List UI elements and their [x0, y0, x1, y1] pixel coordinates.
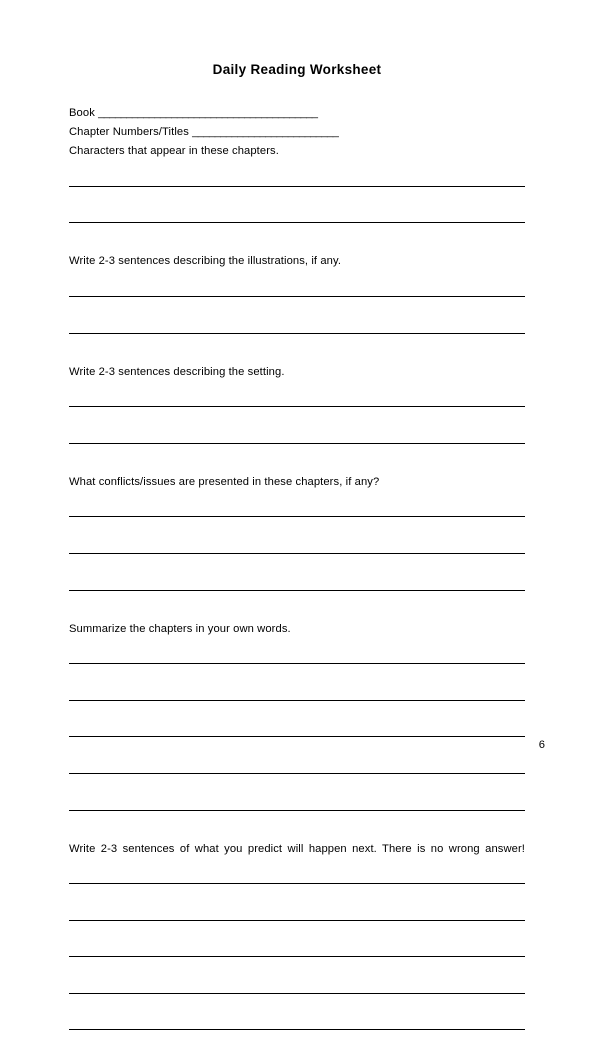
answer-line[interactable]: [69, 810, 525, 829]
section-prompt: Write 2-3 sentences describing the setting.: [69, 363, 525, 382]
rule-line: [69, 186, 525, 187]
rule-line: [69, 810, 525, 811]
section-prompt: Write 2-3 sentences of what you predict will happen next. There is no wrong answer!: [69, 840, 525, 859]
answer-line[interactable]: [69, 406, 525, 425]
answer-line[interactable]: [69, 700, 525, 719]
spacer: [69, 609, 525, 620]
page-number: 6: [0, 738, 545, 752]
page-title: Daily Reading Worksheet: [69, 62, 525, 78]
fill-in-fields: [69, 104, 525, 142]
spacer: [69, 829, 525, 840]
field-label: Chapter Numbers/Titles: [69, 126, 192, 138]
answer-lines: [69, 883, 525, 1048]
spacer: [69, 382, 525, 389]
spacer: [69, 161, 525, 168]
answer-line[interactable]: [69, 186, 525, 205]
fill-in-field-row: [69, 123, 525, 142]
rule-line: [69, 993, 525, 994]
rule-line: [69, 333, 525, 334]
worksheet-section: [69, 840, 525, 1059]
answer-line[interactable]: [69, 222, 525, 241]
section-prompt: Summarize the chapters in your own words.: [69, 620, 525, 639]
fill-in-field-row: [69, 104, 525, 123]
field-label: Book: [69, 107, 98, 119]
answer-line[interactable]: [69, 993, 525, 1012]
spacer: [69, 352, 525, 363]
answer-line[interactable]: [69, 296, 525, 315]
rule-line: [69, 222, 525, 223]
answer-lines: [69, 516, 525, 608]
answer-line[interactable]: [69, 883, 525, 902]
section-prompt: Characters that appear in these chapters.: [69, 142, 525, 161]
answer-lines: [69, 186, 525, 242]
answer-lines: [69, 406, 525, 462]
spacer: [69, 271, 525, 278]
answer-line[interactable]: [69, 663, 525, 682]
worksheet-section: [69, 620, 525, 840]
worksheet-sections: [69, 142, 525, 1059]
rule-line: [69, 773, 525, 774]
spacer: [69, 492, 525, 499]
rule-line: [69, 553, 525, 554]
spacer: [69, 639, 525, 646]
rule-line: [69, 920, 525, 921]
field-blank-underline[interactable]: __________________________: [192, 126, 338, 138]
answer-line[interactable]: [69, 333, 525, 352]
answer-line[interactable]: [69, 773, 525, 792]
answer-line[interactable]: [69, 516, 525, 535]
answer-line[interactable]: [69, 590, 525, 609]
rule-line: [69, 883, 525, 884]
section-prompt: What conflicts/issues are presented in these chapters, if any?: [69, 473, 525, 492]
answer-line[interactable]: [69, 553, 525, 572]
answer-lines: [69, 296, 525, 352]
answer-line[interactable]: [69, 956, 525, 975]
spacer: [69, 241, 525, 252]
worksheet-section: [69, 142, 525, 252]
section-prompt: Write 2-3 sentences describing the illustrations, if any.: [69, 252, 525, 271]
spacer: [69, 462, 525, 473]
spacer: [69, 859, 525, 866]
worksheet-section: [69, 252, 525, 362]
rule-line: [69, 1029, 525, 1030]
answer-line[interactable]: [69, 920, 525, 939]
worksheet-section: [69, 473, 525, 620]
rule-line: [69, 663, 525, 664]
answer-line[interactable]: [69, 443, 525, 462]
answer-line[interactable]: [69, 1029, 525, 1048]
rule-line: [69, 700, 525, 701]
rule-line: [69, 590, 525, 591]
rule-line: [69, 443, 525, 444]
worksheet-body: [69, 62, 525, 1059]
rule-line: [69, 956, 525, 957]
rule-line: [69, 516, 525, 517]
worksheet-section: [69, 363, 525, 473]
rule-line: [69, 406, 525, 407]
field-blank-underline[interactable]: _______________________________________: [98, 107, 317, 119]
rule-line: [69, 296, 525, 297]
spacer: [69, 1048, 525, 1059]
